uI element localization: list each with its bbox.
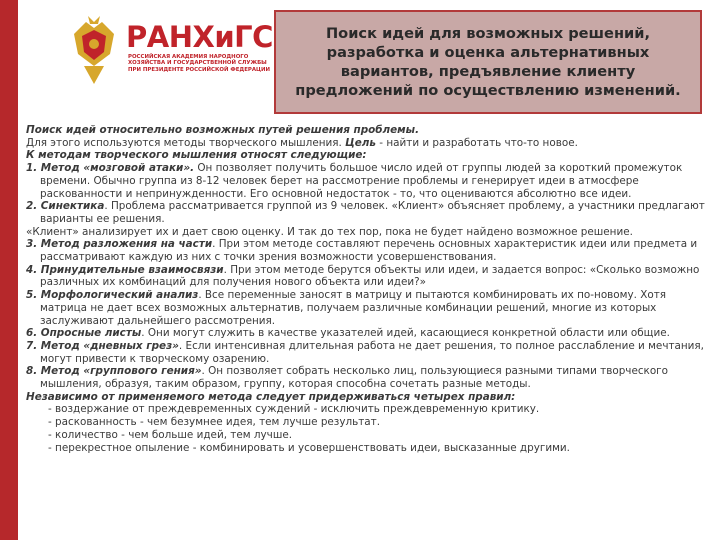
method-item [26,340,714,365]
intro-heading [26,124,714,137]
goal-text-a: Для этого используются методы творческого мышления. [26,136,346,149]
goal-text-c: - найти и разработать что-то новое. [376,136,578,149]
methods-heading-text: К методам творческого мышления относят следующие: [26,149,367,162]
method-text: . Если интенсивная длительная работа не дает решения, то полное расслабление и мечтания, могут привести к творческому озарению. [40,339,704,365]
method-item [26,238,714,263]
eagle-emblem-icon [68,14,120,88]
method-label: 1. Метод «мозговой атаки». [26,162,195,175]
rule-item: - воздержание от преждевременных суждений - исключить преждевременную критику. [48,403,540,416]
brand-name: РАНХиГС [126,20,273,54]
rules-heading-text: Независимо от применяемого метода следует придерживаться четырех правил: [26,390,516,403]
rule-item: - количество - чем больше идей, тем лучше. [48,428,293,441]
page-title: Поиск идей для возможных решений, разработка и оценка альтернативных вариантов, предъявление клиенту предложений по осуществлению изменений. [295,25,681,99]
method-item [26,289,714,327]
method-text: . При этом методе берутся объекты или идеи, и задается вопрос: «Сколько возможно различных их комбинаций для получения нового объекта или идеи?» [40,263,700,289]
method-item [26,264,714,289]
methods-heading [26,149,714,162]
method-label: 2. Синектика [26,200,105,213]
method-text: . Проблема рассматривается группой из 9 человек. «Клиент» объясняет проблему, а участники предлагают варианты ее решения. [40,200,705,225]
method-continuation: «Клиент» анализирует их и дает свою оценку. И так до тех пор, пока не будет найдено возможное решение. [26,225,633,238]
method-label: 7. Метод «дневных грез» [26,339,179,352]
rule-item: - раскованность - чем безумнее идея, тем лучше результат. [48,416,381,429]
method-item [26,200,714,225]
method-item [26,365,714,390]
brand-subtitle: РОССИЙСКАЯ АКАДЕМИЯ НАРОДНОГО ХОЗЯЙСТВА И ГОСУДАРСТВЕННОЙ СЛУЖБЫ ПРИ ПРЕЗИДЕНТЕ РОССИЙСКОЙ ФЕДЕРАЦИИ [128,54,271,73]
method-text: . При этом методе составляют перечень основных характеристик идеи или предмета и рассматривают каждую из них с точки зрения возможности усовершенствования. [40,238,698,264]
goal-paragraph [26,137,714,150]
left-accent-bar [0,0,18,540]
method-label: 8. Метод «группового гения» [26,365,202,378]
method-label: 5. Морфологический анализ [26,289,199,302]
method-text: Он позволяет получить большое число идей от группы людей за короткий промежуток времени. Обычно группа из 8-12 человек берет на рассмотрение проблемы и генерирует идеи в атмосфере раскованности и непринужденности. Его основной недостаток - то, что оцениваются абсолютно все идеи. [40,162,683,200]
method-item [26,327,714,340]
method-label: 4. Принудительные взаимосвязи [26,263,224,276]
method-label: 3. Метод разложения на части [26,238,213,251]
logo [68,14,273,92]
goal-label: Цель [345,136,376,149]
content-body [26,124,714,454]
rule-item: - перекрестное опыление - комбинировать и усовершенствовать идеи, высказанные другими. [48,441,570,454]
method-item [26,162,714,200]
method-label: 6. Опросные листы [26,327,142,340]
rules-heading [26,391,714,404]
method-text: . Он позволяет собрать несколько лиц, пользующиеся разными типами творческого мышления, образуя, таким образом, группу, которая способна сочетать разные методы. [40,365,669,391]
method-text: . Они могут служить в качестве указателей идей, касающиеся конкретной области или общие. [141,327,670,340]
intro-heading-text: Поиск идей относительно возможных путей решения проблемы. [26,124,420,136]
method-text: . Все переменные заносят в матрицу и пытаются комбинировать их по-новому. Хотя матрица не дает всех возможных альтернатив, получаем различные комбинации решений, многие из которых заслуживают дальнейшего рассмотрения. [40,289,667,327]
title-box [274,10,702,114]
